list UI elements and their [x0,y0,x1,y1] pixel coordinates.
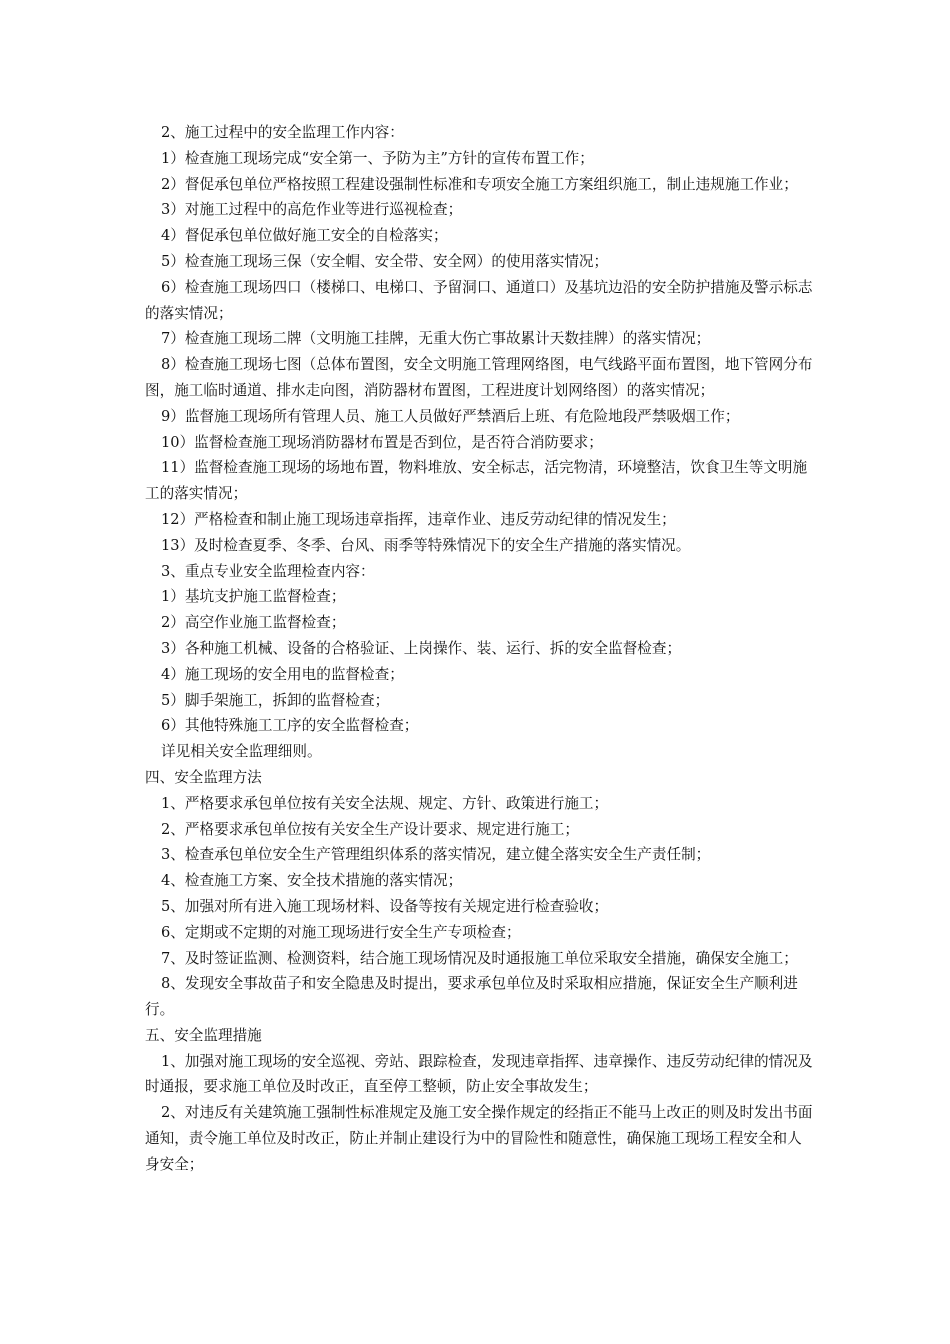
document-body [145,120,815,1178]
paragraph: 5）检查施工现场三保（安全帽、安全带、安全网）的使用落实情况； [161,252,609,270]
paragraph: 7、及时签证监测、检测资料，结合施工现场情况及时通报施工单位采取安全措施，确保安全施工； [161,949,798,967]
paragraph: 3、检查承包单位安全生产管理组织体系的落实情况，建立健全落实安全生产责任制； [161,846,711,864]
paragraph: 1、加强对施工现场的安全巡视、旁站、跟踪检查，发现违章指挥、违章操作、违反劳动纪律的情况及时通报，要求施工单位及时改正，直至停工整顿，防止安全事故发生； [145,1052,813,1096]
paragraph: 详见相关安全监理细则。 [161,743,322,761]
paragraph: 13）及时检查夏季、冬季、台风、雨季等特殊情况下的安全生产措施的落实情况。 [161,536,691,554]
paragraph: 1）基坑支护施工监督检查； [161,588,346,606]
paragraph: 1、严格要求承包单位按有关安全法规、规定、方针、政策进行施工； [161,794,609,812]
paragraph: 3）各种施工机械、设备的合格验证、上岗操作、装、运行、拆的安全监督检查； [161,639,682,657]
paragraph: 4）督促承包单位做好施工安全的自检落实； [161,227,448,245]
paragraph: 4）施工现场的安全用电的监督检查； [161,665,404,683]
paragraph: 3）对施工过程中的高危作业等进行巡视检查； [161,201,463,219]
section-heading: 五、安全监理措施 [145,1026,262,1044]
paragraph: 4、检查施工方案、安全技术措施的落实情况； [161,872,463,890]
section-heading: 四、安全监理方法 [145,768,262,786]
paragraph: 1）检查施工现场完成“安全第一、予防为主”方针的宣传布置工作； [161,149,594,167]
paragraph: 2、对违反有关建筑施工强制性标准规定及施工安全操作规定的经指正不能马上改正的则及时发出书面通知，责令施工单位及时改正，防止并制止建设行为中的冒险性和随意性，确保施工现场工程安全和人身安全； [145,1104,813,1173]
paragraph: 6、定期或不定期的对施工现场进行安全生产专项检查； [161,923,521,941]
paragraph: 2）高空作业施工监督检查； [161,614,346,632]
paragraph: 5、加强对所有进入施工现场材料、设备等按有关规定进行检查验收； [161,897,609,915]
paragraph: 8、发现安全事故苗子和安全隐患及时提出，要求承包单位及时采取相应措施，保证安全生产顺利进行。 [145,975,798,1019]
paragraph: 11）监督检查施工现场的场地布置，物料堆放、安全标志，活完物清，环境整洁，饮食卫生等文明施工的落实情况； [145,459,808,503]
paragraph: 12）严格检查和制止施工现场违章指挥，违章作业、违反劳动纪律的情况发生； [161,510,676,528]
paragraph: 2、施工过程中的安全监理工作内容： [161,124,404,141]
section-heading: 3、重点专业安全监理检查内容： [161,562,375,580]
paragraph: 6）检查施工现场四口（楼梯口、电梯口、予留洞口、通道口）及基坑边沿的安全防护措施及警示标志的落实情况； [145,278,813,322]
paragraph: 2、严格要求承包单位按有关安全生产设计要求、规定进行施工； [161,820,579,838]
paragraph: 10）监督检查施工现场消防器材布置是否到位，是否符合消防要求； [161,433,603,451]
paragraph: 2）督促承包单位严格按照工程建设强制性标准和专项安全施工方案组织施工，制止违规施工作业； [161,175,798,193]
paragraph: 8）检查施工现场七图（总体布置图，安全文明施工管理网络图，电气线路平面布置图，地下管网分布图，施工临时通道、排水走向图，消防器材布置图，工程进度计划网络图）的落实情况； [145,356,813,399]
paragraph: 9）监督施工现场所有管理人员、施工人员做好严禁酒后上班、有危险地段严禁吸烟工作； [161,407,740,425]
paragraph: 7）检查施工现场二牌（文明施工挂牌，无重大伤亡事故累计天数挂牌）的落实情况； [161,330,711,348]
paragraph: 5）脚手架施工，拆卸的监督检查； [161,691,390,709]
paragraph: 6）其他特殊施工工序的安全监督检查； [161,717,419,735]
